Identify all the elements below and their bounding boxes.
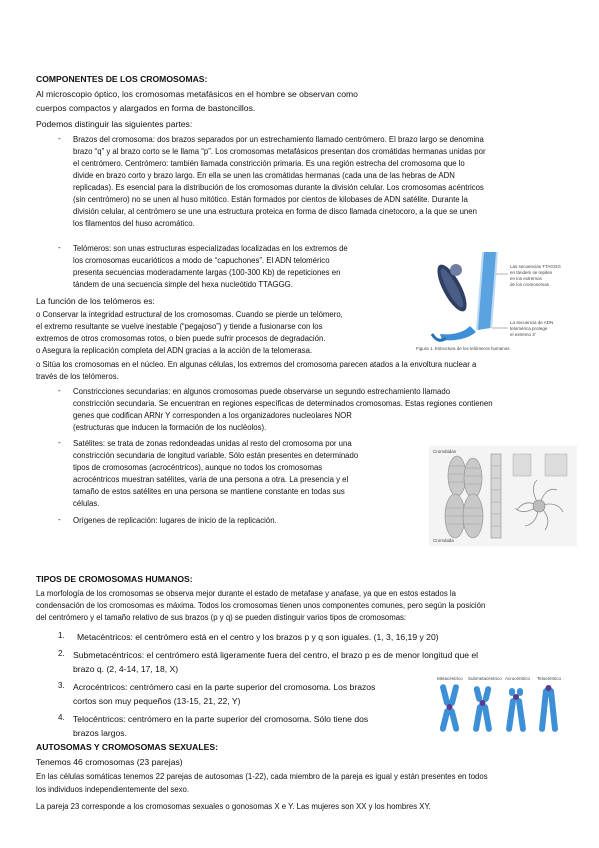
svg-text:Cromátidas: Cromátidas <box>433 449 457 454</box>
list-number: 1. <box>58 631 65 640</box>
intro-line: Al microscopio óptico, los cromosomas metafásicos en el hombre se observan como <box>36 89 358 99</box>
chromosome-types-figure <box>437 674 569 736</box>
list-item-line: Acrocéntricos: centrómero casi en la parte superior del cromosoma. Los brazos <box>73 682 376 692</box>
paragraph-line: tándem de una secuencia simple del hexa nucleótido TTAGGG. <box>73 280 293 289</box>
section-heading-autosomes: AUTOSOMAS Y CROMOSOMAS SEXUALES: <box>36 742 218 752</box>
paragraph-line: genes que codifican ARNr Y corresponden a los organizadores nucleolares NOR <box>73 411 352 420</box>
section-heading-types: TIPOS DE CROMOSOMAS HUMANOS: <box>36 574 193 584</box>
paragraph-line: del centrómero y el tamaño relativo de sus brazos (p y q) se pueden distinguir varios tipos de cromosomas: <box>36 613 407 622</box>
paragraph-line: Brazos del cromosoma: dos brazos separados por un estrechamiento llamado centrómero. El brazo largo se denomina <box>73 135 484 144</box>
label-telocentric: Telocéntrico <box>537 676 562 681</box>
svg-text:La secuencia de ADN: La secuencia de ADN <box>510 320 554 325</box>
list-dash: - <box>58 243 61 252</box>
label-metacentric: Metacéntrico <box>437 676 463 681</box>
svg-text:telomérica protege: telomérica protege <box>510 326 548 331</box>
list-item-line: cortos son muy pequeños (13-15, 21, 22, Y) <box>73 696 241 706</box>
paragraph-line: condensación de los cromosomas es máxima. Todos los cromosomas tienen unos componentes comunes, pero según la posición <box>36 601 486 610</box>
svg-text:el extremo 3': el extremo 3' <box>510 332 536 337</box>
paragraph-line: células. <box>73 499 100 508</box>
paragraph-line: el centrómero. Centrómero: también llamada constricción primaria. Es una región estrecha del cromosoma que lo <box>73 159 465 168</box>
paragraph-line: Satélites: se trata de zonas redondeadas unidas al resto del cromosoma por una <box>73 439 352 448</box>
paragraph-line: división celular, al centrómero se une una estructura proteica en forma de disco llamada cinetocoro, a la que se unen <box>73 207 477 216</box>
svg-text:en los extremos: en los extremos <box>510 276 542 281</box>
paragraph-line: Constricciones secundarias: en algunos cromosomas puede observarse un segundo estrechamiento llamado <box>73 387 451 396</box>
paragraph-line: tipos de cromosomas (acrocéntricos), aunque no todos los cromosomas <box>73 463 323 472</box>
paragraph-line: Orígenes de replicación: lugares de inicio de la replicación. <box>73 516 277 525</box>
paragraph-line: extremos de otros cromosomas rotos, o bien puede sufrir procesos de degradación. <box>36 334 326 343</box>
paragraph-line: replicadas). Es esencial para la distribución de los cromosomas durante la división celular. Los cromosomas acéntricos <box>73 183 484 192</box>
paragraph-line: o Asegura la replicación completa del ADN gracias a la acción de la telomerasa. <box>36 346 313 355</box>
chromosome-structure-figure <box>429 446 577 546</box>
list-item-line: brazos largos. <box>73 728 127 738</box>
list-dash: - <box>58 386 61 395</box>
paragraph-line: el extremo resultante se vuelve inestable (“pegajoso”) y tiende a fusionarse con los <box>36 322 323 331</box>
paragraph-line: La morfología de los cromosomas se observa mejor durante el estado de metafase y anafase, ya que en estos estados la <box>36 589 456 598</box>
paragraph-line: o Conservar la integridad estructural de los cromosomas. Cuando se pierde un telómero, <box>36 310 343 319</box>
paragraph-line: los filamentos del huso acromático. <box>73 219 195 228</box>
list-dash: - <box>58 134 61 143</box>
list-number: 2. <box>58 649 65 658</box>
label-acrocentric: Acrocéntrico <box>505 676 531 681</box>
svg-text:Las secuencias TTAGGG: Las secuencias TTAGGG <box>510 264 561 269</box>
list-dash: - <box>58 515 61 524</box>
paragraph-line: o Sitúa los cromosomas en el núcleo. En algunas células, los extremos del cromosoma parecen atados a la envoltura nuclear a <box>36 360 477 369</box>
intro-line: cuerpos compactos y alargados en forma de bastoncillos. <box>36 103 256 113</box>
list-item-line: Submetacéntricos: el centrómero está ligeramente fuera del centro, el brazo p es de menor longitud que el <box>73 650 479 660</box>
paragraph-line: La pareja 23 corresponde a los cromosomas sexuales o gonosomas X e Y. Las mujeres son XX y los hombres XY. <box>36 802 431 811</box>
paragraph-line: tamaño de estos satélites en una persona se mantiene constante en todas sus <box>73 487 345 496</box>
paragraph-line: presenta secuencias moderadamente largas (100-300 Kb) de repeticiones en <box>73 268 341 277</box>
list-number: 4. <box>58 713 65 722</box>
paragraph-line: (estructuras que inducen la formación de los nucléolos). <box>73 423 267 432</box>
list-item-line: Metacéntricos: el centrómero está en el centro y los brazos p y q son iguales. (1, 3, 16,19 y 20) <box>77 632 439 642</box>
paragraph-line: constricción secundaria. Se encuentran en regiones específicas de determinados cromosomas. Estas regiones contienen <box>73 399 493 408</box>
paragraph-line: los cromosomas eucarióticos a modo de “capuchones”. El ADN telomérico <box>73 256 330 265</box>
svg-text:Cromátida: Cromátida <box>433 538 454 543</box>
svg-text:en tándem se repiten: en tándem se repiten <box>510 270 553 275</box>
telomere-figure-caption: Figura 1. Estructura de los telómeros humanos <box>416 346 510 351</box>
paragraph-line: Tenemos 46 cromosomas (23 parejas) <box>36 757 183 767</box>
paragraph-line: través de los telómeros. <box>36 372 119 381</box>
telomere-structure-figure <box>412 238 562 356</box>
list-item-line: Telocéntricos: centrómero en la parte superior del cromosoma. Sólo tiene dos <box>73 714 369 724</box>
paragraph-line: acrocéntricos muestran satélites, varía de una persona a otra. La presencia y el <box>73 475 349 484</box>
paragraph-line: La función de los telómeros es: <box>36 296 155 306</box>
paragraph-line: los individuos independientemente del sexo. <box>36 785 190 794</box>
list-dash: - <box>58 438 61 447</box>
list-number: 3. <box>58 681 65 690</box>
paragraph-line: constricción secundaria de longitud variable. Sólo están presentes en determinado <box>73 451 359 460</box>
intro-line: Podemos distinguir las siguientes partes: <box>36 119 193 129</box>
paragraph-line: Telómeros: son unas estructuras especializadas localizadas en los extremos de <box>73 244 348 253</box>
label-submetacentric: Submetacéntrico <box>468 676 502 681</box>
paragraph-line: En las células somáticas tenemos 22 parejas de autosomas (1-22), cada miembro de la pareja es igual y están presentes en todos <box>36 772 488 781</box>
section-heading-components: COMPONENTES DE LOS CROMOSOMAS: <box>36 74 208 84</box>
paragraph-line: (sin centrómero) no se unen al huso mitótico. Están formados por cientos de kilobases de ADN satélite. Durante la <box>73 195 468 204</box>
svg-text:de los cromosomas: de los cromosomas <box>510 282 550 287</box>
paragraph-line: divide en brazo corto y brazo largo. En ella se unen las cromátidas hermanas (cada una de las hebras de ADN <box>73 171 455 180</box>
paragraph-line: brazo “q” y al brazo corto se le llama “p”. Los cromosomas metafásicos presentan dos cromátidas hermanas unidas por <box>73 147 486 156</box>
list-item-line: brazo q. (2, 4-14, 17, 18, X) <box>73 664 179 674</box>
